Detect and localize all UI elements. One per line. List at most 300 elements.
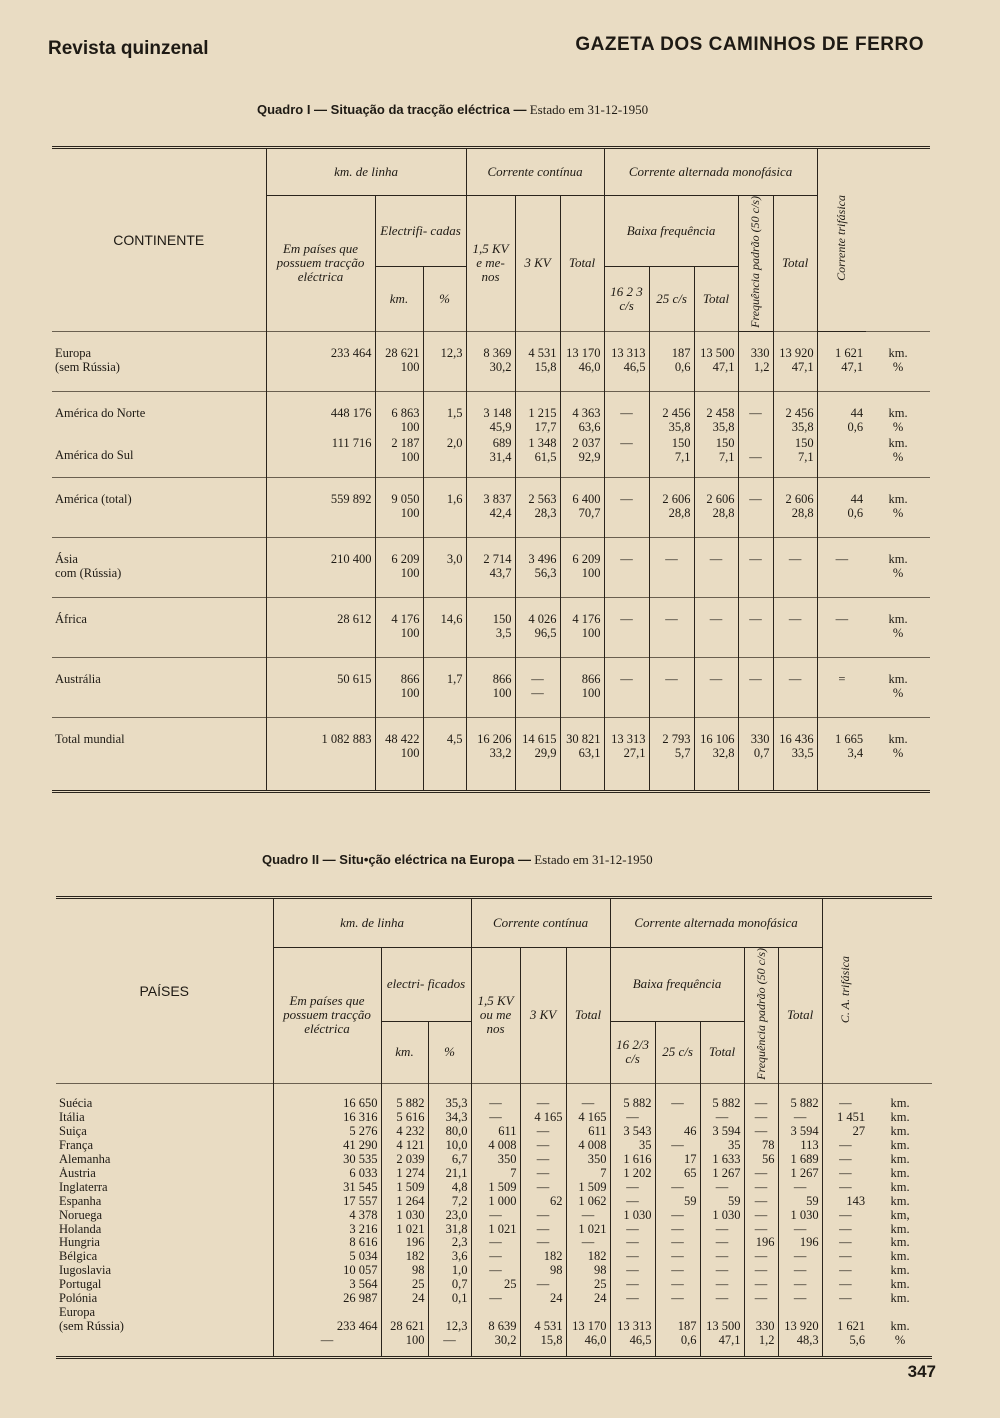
cell-i [694,538,738,598]
cell-u [866,658,930,718]
cell-value: 13 920 [784,1318,819,1333]
cell-k: 1 267 [778,1167,822,1181]
cell-u: km. [890,1278,910,1292]
cell-d [466,391,515,434]
cell-value: % [892,746,904,761]
cell-d [466,478,515,538]
cell-value [427,360,463,374]
cell-g: — [610,1181,655,1195]
cell-c: 35,3 [428,1097,471,1111]
km-header: km. [375,266,423,331]
cell-g: — [610,1292,655,1306]
cell-value: 50 615 [337,672,372,687]
cell-value: 866 [492,672,512,687]
cell-u: km. [890,1292,910,1306]
table2-caption: Quadro II — Situ•ção eléctrica na Europa — Estado em 31-12-1950 [262,852,653,867]
cell-value: 3 837 [483,492,512,507]
table-row [56,1111,932,1125]
cell-value: % [892,506,904,521]
cell-value: 3 148 [483,405,512,420]
cell-value: 233 464 [336,1318,378,1333]
cell-a: 30 535 [273,1153,381,1167]
cell-value: 30,2 [489,359,512,374]
cell-k: — [778,1111,822,1125]
cell-value: 5,7 [674,746,691,761]
cell-value: 13 313 [617,1318,652,1333]
cell-value [698,566,735,580]
cell-i: — [700,1292,744,1306]
cell-i: — [700,1278,744,1292]
cell-a [266,598,375,658]
cell-value: 15,8 [540,1332,563,1347]
cell-b [375,391,423,434]
cell-value: — [749,449,762,464]
cell-f [560,718,604,778]
cell-d: 7 [471,1167,520,1181]
cell-value: 35,8 [791,419,814,434]
cell-u: km. [890,1152,910,1166]
cell-value: 559 892 [330,492,372,507]
cell-value: 448 176 [330,405,372,420]
table-row [52,718,930,778]
cell-value: 330 [750,732,770,747]
cell-k: 3 594 [778,1125,822,1139]
cell-a [266,538,375,598]
cell-value: 63,1 [578,746,601,761]
cell-e [515,658,560,718]
cell-value: — [835,612,849,627]
cell-j [738,538,773,598]
cell-value [777,686,814,700]
cell-value: 1 348 [528,435,557,450]
cell-value [777,626,814,640]
pct-header: % [423,266,466,331]
cell-a: 5 276 [273,1125,381,1139]
cell-j: — [744,1223,778,1237]
cell-h [649,391,694,434]
country-name: Áustria [59,1166,96,1180]
cell-l: — [822,1223,868,1237]
cell-j [738,598,773,658]
cell-i [694,598,738,658]
table-row [52,434,930,478]
cell-h [655,1306,700,1348]
cell-k: 1 689 [778,1153,822,1167]
cell-value: 4 363 [572,405,601,420]
cell-value: 2 606 [785,492,814,507]
cell-value: km. [888,405,908,420]
cell-i [700,1306,744,1348]
cell-value: — [620,405,633,420]
cell-value [427,420,463,434]
cell-value: 44 [850,405,864,420]
cell-j [738,331,773,391]
cell-a: 17 557 [273,1195,381,1209]
cell-k [773,538,817,598]
cell-value: 150 [671,435,691,450]
cell-e: 24 [520,1292,566,1306]
cell-j [744,1306,778,1348]
cell-b: 196 [381,1236,428,1250]
cell-b: 4 232 [381,1125,428,1139]
cell-g [604,391,649,434]
cell-value: 13 500 [706,1318,741,1333]
baixa-header: Baixa frequência [610,948,744,1022]
cell-d: — [471,1236,520,1250]
cell-value: 187 [671,345,691,360]
cell-i: — [700,1223,744,1237]
cell-value: 2 456 [662,405,691,420]
cell-l [817,434,866,478]
cell-l: — [822,1153,868,1167]
cell-d: 350 [471,1153,520,1167]
cell-value: 0,6 [847,506,864,521]
cell-k: 196 [778,1236,822,1250]
cell-value: 4 531 [534,1318,563,1333]
cell-value [653,686,691,700]
trif-header: C. A. trifásica [822,898,868,1084]
cell-l: — [822,1264,868,1278]
cell-l [817,538,866,598]
cell-g: 1 202 [610,1167,655,1181]
cell-value: 1,2 [758,1332,775,1347]
cell-f: 98 [566,1264,610,1278]
cell-l: — [822,1278,868,1292]
table-row [56,1181,932,1195]
cell-d: — [471,1292,520,1306]
country-name: Portugal [59,1278,102,1292]
cell-g: — [610,1111,655,1125]
cell-f: 1 021 [566,1223,610,1237]
electrif-header: Electrifi- cadas [375,196,466,267]
cell-value: 330 [755,1318,775,1333]
cell-g: — [610,1223,655,1237]
cell-value: 1 082 883 [321,732,372,747]
cell-h [649,331,694,391]
cell-e [515,538,560,598]
cell-e: 98 [520,1264,566,1278]
cell-d: — [471,1250,520,1264]
cell-a: 10 057 [273,1264,381,1278]
cell-value: 35,8 [668,419,691,434]
cell-value: 28,8 [668,506,691,521]
cell-j: — [744,1278,778,1292]
baixa-total-header: Total [694,266,738,331]
cell-h: 65 [655,1167,700,1181]
cell-value: — [749,552,762,567]
cell-value: = [838,672,846,687]
cell-h: — [655,1223,700,1237]
cell-j: — [744,1125,778,1139]
cell-b [375,718,423,778]
cell-value: — [665,612,678,627]
cell-value [821,626,864,640]
cell-i: 5 882 [700,1097,744,1111]
cell-h [649,598,694,658]
cell-value: 100 [492,686,512,701]
cell-d [466,538,515,598]
cell-e [515,478,560,538]
country-name: Suécia [59,1097,93,1111]
cell-value: 100 [400,506,420,521]
cell-g [604,331,649,391]
cell-l [817,658,866,718]
cell-i [694,434,738,478]
cell-value: 15,8 [534,359,557,374]
cell-value: — [620,612,633,627]
cell-f: 1 509 [566,1181,610,1195]
continent-name-line1: Europa [55,345,92,360]
cell-value [698,626,735,640]
cell-value: 2 037 [572,435,601,450]
cell-value [742,686,770,700]
cell-value: 1 665 [834,732,864,747]
cell-c [423,538,466,598]
ca-total-header: Total [778,948,822,1084]
cell-value: % [892,566,904,581]
cell-value: 33,5 [791,746,814,761]
cell-a: 8 616 [273,1236,381,1250]
cell-l: — [822,1097,868,1111]
cell-j [738,391,773,434]
cell-value: — [835,552,849,567]
cell-value: 63,6 [578,419,601,434]
cell-value [742,436,770,450]
cell-value: 2 458 [706,405,735,420]
cell-value: km. [888,492,908,507]
cell-g: — [610,1278,655,1292]
cell-value: 16 106 [700,732,735,747]
cell-b [375,538,423,598]
cell-u: km. [890,1111,910,1125]
country-name: Noruega [59,1208,103,1222]
cell-d: 611 [471,1125,520,1139]
cell-value: % [894,1332,906,1347]
cell-value: 4 026 [528,612,557,627]
cell-value: 3 496 [528,552,557,567]
cell-f: — [566,1097,610,1111]
cell-b [381,1306,428,1348]
cell-value: — [788,672,802,687]
cell-value: 28,3 [534,506,557,521]
cell-f [560,434,604,478]
cell-c [423,598,466,658]
cell-j [738,434,773,478]
continent-name-line1: América do Norte [55,405,146,420]
cell-d [466,331,515,391]
continent-name-line1: América (total) [55,492,132,507]
cell-k [773,331,817,391]
table-row [56,1236,932,1250]
cell-h: — [655,1236,700,1250]
cell-value [821,436,864,450]
cell-c: 31,8 [428,1223,471,1237]
cell-value: 866 [400,672,420,687]
cell-value: — [320,1332,334,1347]
cell-f: — [566,1236,610,1250]
cell-value: — [709,612,723,627]
cell-value: 1 621 [834,345,864,360]
cell-value [270,450,372,464]
cell-value: 28 621 [390,1318,425,1333]
cell-g [610,1306,655,1348]
continent-name-line2: com (Rússia) [55,566,122,581]
cell-value: 689 [492,435,512,450]
cell-value: 1,5 [446,405,463,420]
cell-a [266,478,375,538]
continent-name [52,478,266,538]
cell-value: 43,7 [489,566,512,581]
cell-value: 13 170 [566,345,601,360]
cell-value: 6 209 [572,552,601,567]
total-name-line: Europa [59,1305,96,1319]
cell-b: 25 [381,1278,428,1292]
cell-f: 4 008 [566,1139,610,1153]
cell-value: 4 176 [391,612,420,627]
cell-value [698,686,735,700]
cell-c [423,434,466,478]
cell-l: — [822,1181,868,1195]
cell-e: — [520,1153,566,1167]
cell-u [868,1306,932,1348]
cell-value [427,626,463,640]
cell-a: 5 034 [273,1250,381,1264]
cell-value: 48 422 [385,732,420,747]
cell-f [560,538,604,598]
cell-f: 25 [566,1278,610,1292]
cell-d: 1 509 [471,1181,520,1195]
cell-g: — [610,1195,655,1209]
continent-name-line1: Ásia [55,552,78,567]
country-name: Iugoslavia [59,1264,112,1278]
cell-value: 8 639 [488,1318,517,1333]
cell-b: 5 882 [381,1097,428,1111]
pct-header: % [428,1021,471,1083]
table-row [52,331,930,391]
cell-i: 59 [700,1195,744,1209]
cell-u [866,434,930,478]
cell-l: 1 451 [822,1111,868,1125]
cell-c: 7,2 [428,1195,471,1209]
cell-value: 46,5 [629,1332,652,1347]
continent-name [52,434,266,478]
cell-c: 34,3 [428,1111,471,1125]
cell-value: 100 [581,686,601,701]
cell-value: 100 [400,449,420,464]
cell-a: 16 316 [273,1111,381,1125]
cell-g [604,718,649,778]
cell-u [866,718,930,778]
table-row [52,658,930,718]
cell-value: 30 821 [566,732,601,747]
cell-h [649,718,694,778]
cell-c [428,1306,471,1348]
cell-u [866,331,930,391]
cell-value [742,566,770,580]
table-row [56,1153,932,1167]
cell-d: 25 [471,1278,520,1292]
cell-value: 2 606 [662,492,691,507]
cell-h [649,434,694,478]
cell-value: — [620,435,633,450]
cell-value: 1,7 [446,672,463,687]
cell-value: 9 050 [391,492,420,507]
cell-i: — [700,1250,744,1264]
total-name-line: (sem Rússia) [59,1318,124,1333]
continent-name [52,718,266,778]
cc-header: Corrente contínua [466,148,604,196]
cell-b: 24 [381,1292,428,1306]
cell-value: 12,3 [445,1318,468,1333]
cell-a: 6 033 [273,1167,381,1181]
cc-total-header: Total [566,948,610,1084]
cell-value: 150 [715,435,735,450]
cell-value [427,566,463,580]
cell-value: 100 [581,626,601,641]
country-name: Alemanha [59,1152,111,1166]
cell-value: 0,7 [753,746,770,761]
cell-b [375,478,423,538]
cell-f [560,598,604,658]
cell-f: — [566,1209,610,1223]
cell-g: 3 543 [610,1125,655,1139]
cell-value: % [892,359,904,374]
cell-b [375,658,423,718]
cell-value: 0,6 [680,1332,697,1347]
cell-a [266,658,375,718]
cell-value: — [709,672,723,687]
cell-value: 45,9 [489,419,512,434]
cell-value: 16 206 [477,732,512,747]
page-number: 347 [907,1362,936,1381]
cell-k [778,1306,822,1348]
cell-g: 1 030 [610,1209,655,1223]
cell-value: — [443,1332,456,1347]
cell-e: — [520,1278,566,1292]
cell-k: 5 882 [778,1097,822,1111]
table-row [56,1097,932,1111]
cell-value [608,566,646,580]
cell-k: — [778,1250,822,1264]
cell-c: 1,0 [428,1264,471,1278]
cell-l: — [822,1167,868,1181]
cell-k [773,718,817,778]
cell-l [822,1306,868,1348]
cell-l [817,478,866,538]
cell-f: 1 062 [566,1195,610,1209]
country-name: Holanda [59,1222,102,1236]
cell-value: 233 464 [330,345,372,360]
cell-j [738,718,773,778]
cell-j: — [744,1250,778,1264]
cell-e: — [520,1236,566,1250]
cell-value: 3,5 [495,626,512,641]
cell-c [423,718,466,778]
cell-value [608,686,646,700]
cell-h: — [655,1097,700,1111]
table-row [52,598,930,658]
cell-k: — [778,1223,822,1237]
cell-value [777,566,814,580]
cell-h: 46 [655,1125,700,1139]
cell-value: 2 793 [662,732,691,747]
cell-b [375,598,423,658]
cell-value: 5,6 [849,1332,866,1347]
cell-b: 182 [381,1250,428,1264]
cell-value: — [749,612,762,627]
cell-value: 61,5 [534,449,557,464]
cell-value: 27,1 [623,746,646,761]
